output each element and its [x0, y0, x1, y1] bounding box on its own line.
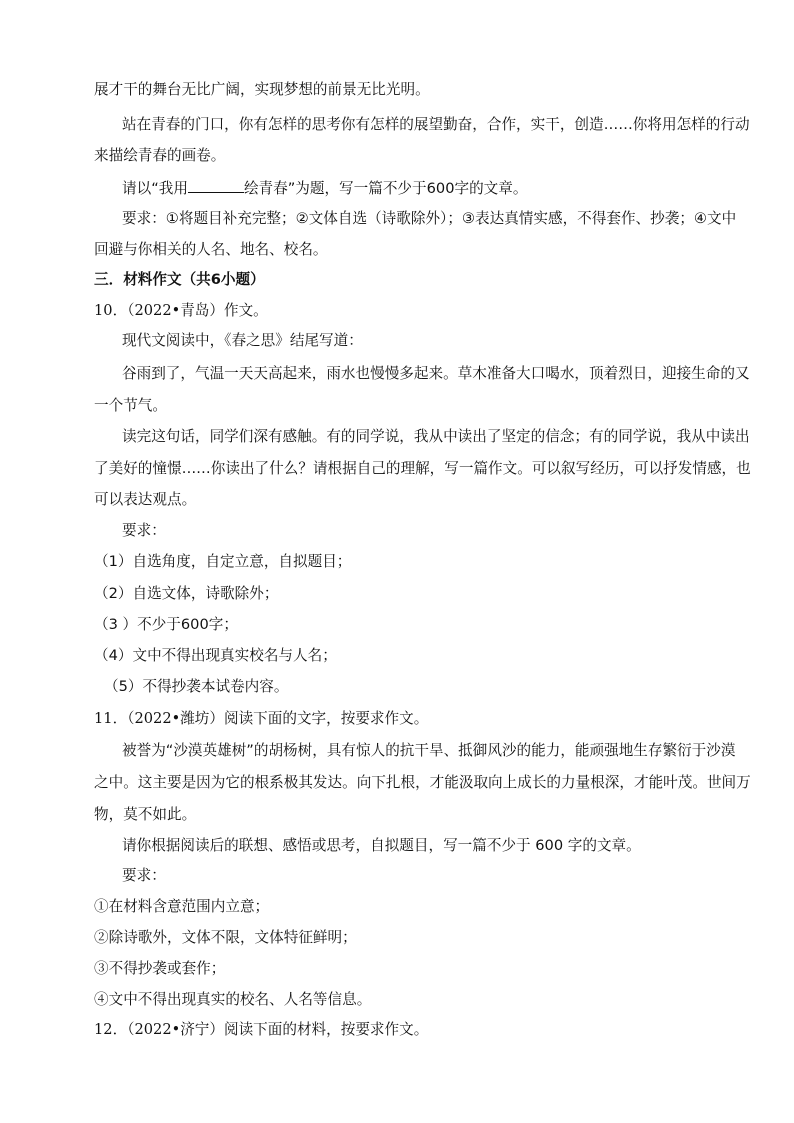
requirement-item: （3 ）不少于600字； [94, 616, 238, 633]
requirement-item: ④文中不得出现真实的校名、人名等信息。 [94, 991, 372, 1008]
question-12-heading: 12．（2022•济宁）阅读下面的材料，按要求作文。 [94, 1021, 429, 1038]
paragraph-line: 物，莫不如此。 [94, 806, 197, 823]
requirement-item: ②除诗歌外，文体不限，文体特征鲜明； [94, 929, 357, 946]
prompt-text-end: 绘青春”为题，写一篇不少于600字的文章。 [243, 180, 528, 197]
paragraph-line: 了美好的憧憬……你读出了什么？请根据自己的理解，写一篇作文。可以叙写经历，可以抒发情感，也 [94, 460, 751, 477]
paragraph-line: 现代文阅读中，《春之思》结尾写道： [122, 332, 363, 349]
paragraph-line: 来描绘青春的画卷。 [94, 147, 226, 164]
question-10-heading: 10．（2022•青岛）作文。 [94, 302, 268, 319]
paragraph-line: 可以表达观点。 [94, 491, 197, 508]
requirement-label: 要求： [122, 522, 166, 539]
requirement-line: 回避与你相关的人名、地名、校名。 [94, 241, 328, 258]
prompt-text-start: 请以“我用 [122, 180, 188, 197]
paragraph-line: 谷雨到了，气温一天天高起来，雨水也慢慢多起来。草木准备大口喝水，顶着烈日，迎接生命的又 [122, 365, 750, 382]
section-heading: 三．材料作文（共6小题） [94, 271, 265, 288]
paragraph-line: 站在青春的门口，你有怎样的思考你有怎样的展望勤奋，合作，实干，创造……你将用怎样的行动 [122, 116, 750, 133]
paragraph-line: 之中。这主要是因为它的根系极其发达。向下扎根，才能汲取向上成长的力量根深，才能叶茂。世间万 [94, 774, 751, 791]
requirement-item: ①在材料含意范围内立意； [94, 898, 270, 915]
title-blank [188, 178, 244, 193]
requirement-line: 要求：①将题目补充完整；②文体自选（诗歌除外）；③表达真情实感，不得套作、抄袭；④文中 [122, 210, 737, 227]
paragraph-line: 读完这句话，同学们深有感触。有的同学说，我从中读出了坚定的信念；有的同学说，我从中读出 [122, 428, 750, 445]
requirement-item: ③不得抄袭或套作； [94, 960, 226, 977]
requirement-item: （1）自选角度，自定立意，自拟题目； [94, 553, 352, 570]
requirement-item: （2）自选文体，诗歌除外； [94, 585, 279, 602]
requirement-item: （4）文中不得出现真实校名与人名； [94, 647, 337, 664]
prompt-line [122, 178, 527, 199]
paragraph-line: 一个节气。 [94, 397, 167, 414]
question-11-heading: 11．（2022•潍坊）阅读下面的文字，按要求作文。 [94, 710, 429, 727]
requirement-item: （5）不得抄袭本试卷内容。 [104, 678, 289, 695]
paragraph-line: 请你根据阅读后的联想、感悟或思考，自拟题目，写一篇不少于 600 字的文章。 [122, 837, 641, 854]
paragraph-line: 展才干的舞台无比广阔，实现梦想的前景无比光明。 [94, 81, 430, 98]
requirement-label: 要求： [122, 867, 166, 884]
paragraph-line: 被誉为“沙漠英雄树”的胡杨树，具有惊人的抗干旱、抵御风沙的能力，能顽强地生存繁衍于沙漠 [122, 742, 736, 759]
